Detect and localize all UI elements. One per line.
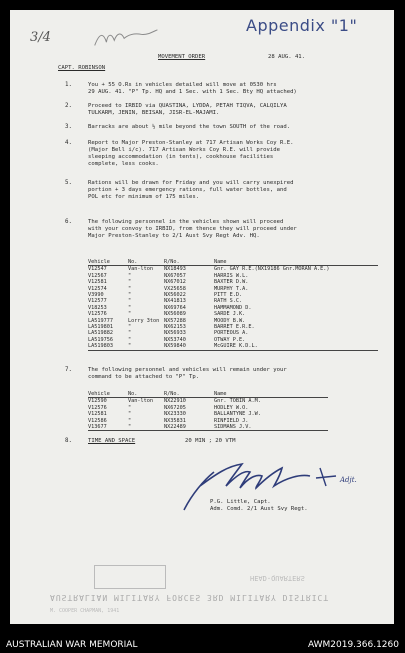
table-header-row [88, 259, 378, 266]
cell: Lorry 3ton [128, 317, 160, 324]
cell: PORTEOUS A. [214, 330, 249, 337]
personnel-table-convoy [88, 259, 378, 351]
paragraph-text: Report to Major Preston-Stanley at 717 Artisan Works Coy R.E. (Major Bell i/c). 717 Artisan Works Coy R.E. will provide sleeping accommodation (in tents), cookhouse facilities complete, less cooks. [88, 140, 294, 167]
personnel-table-remaining [88, 391, 328, 431]
paragraph-text: Rations will be drawn for Friday and you will carry unexpired portion + 3 days emergency rations, full water bottles, and POL etc for minimum of 175 miles. [88, 180, 294, 200]
cell: " [128, 424, 164, 431]
cell: " [128, 417, 132, 424]
cell: NX69764 [164, 304, 186, 311]
faint-stamp-box [94, 565, 166, 589]
cell: MURPHY T.A. [214, 285, 249, 292]
cell: VX25658 [164, 285, 186, 292]
faint-printer-mark: M. COOPER CHAPMAN, 1941 [50, 608, 120, 614]
cell: " [128, 411, 132, 418]
para-number: 8. [65, 438, 72, 444]
cell: V12581 [88, 279, 107, 286]
column-header: Name [214, 259, 378, 266]
cell: Van-lton [128, 398, 153, 405]
cell: " [128, 304, 132, 311]
cell: " [128, 324, 132, 331]
cell: Gnr. GAY R.E.(NX19186 Gnr.MORAN A.E.) [214, 266, 330, 273]
cell: V18253 [88, 304, 107, 311]
time-space-label: TIME AND SPACE [88, 438, 136, 444]
document-page [10, 10, 394, 624]
column-header: Vehicle [88, 391, 128, 398]
column-header: No. [128, 391, 164, 398]
cell: " [128, 272, 132, 279]
cell: " [128, 311, 132, 318]
document-date: 28 AUG. 41. [268, 54, 306, 60]
cell: SIDMANS J.V. [214, 424, 328, 431]
cell: " [128, 404, 132, 411]
cell: HARRIS W.L. [214, 272, 249, 279]
adjt-mark: Adjt. [340, 476, 357, 484]
cell: V12547 [88, 266, 107, 273]
cell: PITT E.D. [214, 292, 243, 299]
table-header-row [88, 391, 328, 398]
cell: LA519803 [88, 343, 128, 350]
cell: V12576 [88, 404, 107, 411]
pencil-scribble-icon [91, 22, 163, 51]
cell: V12574 [88, 285, 107, 292]
cell: NX67205 [164, 404, 186, 411]
cell: V3990 [88, 292, 104, 299]
cell: NX57288 [164, 317, 186, 324]
cell: " [128, 285, 132, 292]
cell: V12581 [88, 411, 107, 418]
cell: NX59840 [164, 343, 214, 350]
archive-footer [0, 639, 405, 653]
cell: RINFIELD J. [214, 417, 249, 424]
cell: NX22489 [164, 424, 214, 431]
cell: McGUIRE K.D.L. [214, 343, 378, 350]
cell: NX67012 [164, 279, 186, 286]
corner-annotation: 3/4 [30, 30, 51, 45]
cell: " [128, 343, 164, 350]
cell: LA519777 [88, 317, 113, 324]
cell: BARRET E.R.E. [214, 324, 255, 331]
time-space-value: 20 MIN ; 20 VTM [185, 438, 236, 444]
cell: " [128, 292, 132, 299]
cell: LA519756 [88, 336, 113, 343]
cell: NX23330 [164, 411, 186, 418]
cell: Van-lton [128, 266, 153, 273]
signature-block [210, 499, 308, 513]
cell: " [128, 298, 132, 305]
cell: V12576 [88, 311, 107, 318]
cell: NX56933 [164, 330, 186, 337]
faint-letterhead-text: HEAD-QUARTERS [250, 574, 305, 582]
paragraph-text: Barracks are about ½ mile beyond the town SOUTH of the road. [88, 124, 291, 130]
document-title: MOVEMENT ORDER [158, 54, 206, 60]
table-row [88, 266, 378, 273]
cell: LA519801 [88, 324, 113, 331]
appendix-annotation: Appendix "1" [246, 16, 358, 35]
cell: MOODY B.W. [214, 317, 246, 324]
cell: NX35831 [164, 417, 186, 424]
cell: NX53740 [164, 336, 186, 343]
cell: NX22910 [164, 398, 186, 405]
cell: V12577 [88, 298, 107, 305]
cell: NX62153 [164, 324, 186, 331]
paragraph-text: Proceed to IRBID via QUASTINA, LYDDA, PETAH TIQVA, CALQILYA TULKARM, JENIN, BEISAN, JISR-EL-MAJAMI. [88, 103, 287, 116]
paragraph-text: The following personnel and vehicles will remain under your command to be attached to "P" Tp. [88, 367, 287, 380]
table-row [88, 424, 328, 431]
cell: " [128, 336, 132, 343]
cell: BALLANTYNE J.W. [214, 411, 261, 418]
cell: " [128, 330, 132, 337]
column-header: R/No. [164, 391, 214, 398]
para-number: 3. [65, 124, 72, 130]
cell: HODLEY W.O. [214, 404, 249, 411]
cell: " [128, 279, 132, 286]
para-number: 5. [65, 180, 72, 186]
cell: OTWAY P.E. [214, 336, 246, 343]
column-header: Vehicle [88, 259, 128, 266]
signatory-role: Adm. Comd. 2/1 Aust Svy Regt. [210, 506, 308, 512]
footer-catalogue-number: AWM2019.366.1260 [307, 640, 399, 650]
cell: RATH S.C. [214, 298, 243, 305]
column-header: Name [214, 391, 328, 398]
paragraph-text: The following personnel in the vehicles shown will proceed with your convoy to IRBID, from thence they will proceed under Major Preston-Stanley to 2/1 Aust Svy Regt Adv. HQ. [88, 219, 297, 239]
paragraph-text: You + 55 O.Rs in vehicles detailed will move at 0530 hrs 29 AUG. 41. "P" Tp. HQ and 1 Sec. with 1 Sec. Bty HQ attached) [88, 82, 297, 95]
cell: NX18493 [164, 266, 186, 273]
table-row [88, 343, 378, 350]
faint-letterhead-footer: AUSTRALIAN MILITARY FORCES 3RD MILITARY DISTRICT [50, 593, 330, 602]
cell: NX56022 [164, 292, 186, 299]
signatory-name: P.G. Little, Capt. [210, 499, 271, 505]
cell: V13677 [88, 424, 128, 431]
para-number: 2. [65, 103, 72, 109]
cell: LA519882 [88, 330, 113, 337]
column-header: No. [128, 259, 164, 266]
cell: NX41813 [164, 298, 186, 305]
cell: HAMMAMOND D. [214, 304, 252, 311]
para-number: 1. [65, 82, 72, 88]
addressee: CAPT. ROBINSON [58, 65, 106, 71]
cell: BAXTER D.W. [214, 279, 249, 286]
para-number: 6. [65, 219, 72, 225]
table-row [88, 398, 328, 405]
cell: Gnr. TOBIN A.M. [214, 398, 261, 405]
para-number: 7. [65, 367, 72, 373]
cell: V12567 [88, 272, 107, 279]
column-header: R/No. [164, 259, 214, 266]
cell: SARDE J.K. [214, 311, 246, 318]
footer-institution: AUSTRALIAN WAR MEMORIAL [6, 640, 138, 650]
cell: NX67057 [164, 272, 186, 279]
cell: V12590 [88, 398, 107, 405]
cell: V12586 [88, 417, 107, 424]
para-number: 4. [65, 140, 72, 146]
cell: NX56089 [164, 311, 186, 318]
